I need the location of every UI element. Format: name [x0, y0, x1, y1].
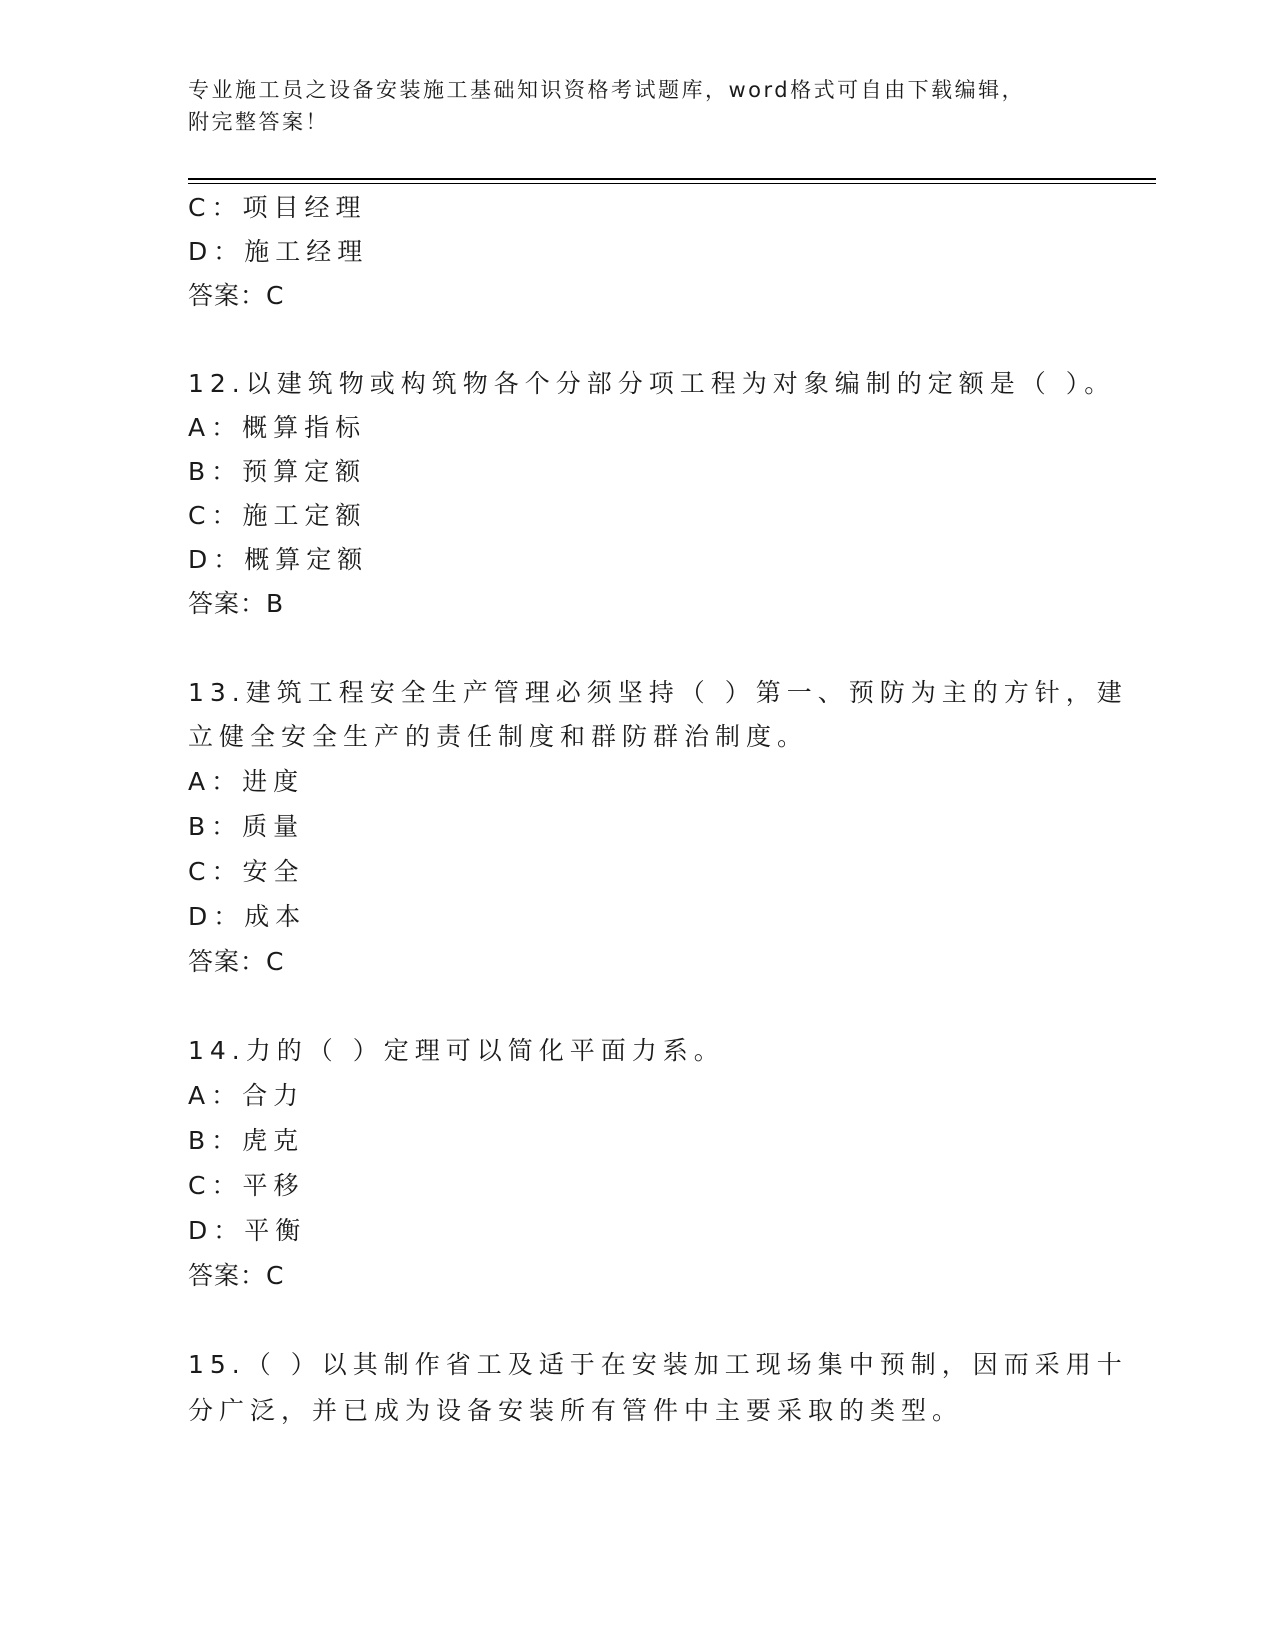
q15-stem-line-1: 15.（ ）以其制作省工及适于在安装加工现场集中预制，因而采用十	[188, 1350, 1128, 1379]
q12-option-c: C：施工定额	[188, 501, 367, 530]
q13-answer: 答案：C	[188, 947, 285, 976]
header-line-1: 专业施工员之设备安装施工基础知识资格考试题库，word格式可自由下载编辑，	[188, 78, 1026, 102]
q13-option-a: A：进度	[188, 767, 305, 796]
header-divider-thin	[188, 183, 1156, 184]
q12-stem: 12.以建筑物或构筑物各个分部分项工程为对象编制的定额是（ ）。	[188, 369, 1116, 398]
q13-option-d: D：成本	[188, 902, 307, 931]
q11-answer: 答案：C	[188, 281, 285, 310]
q11-option-c: C：项目经理	[188, 193, 367, 222]
q14-option-c: C：平移	[188, 1171, 305, 1200]
q13-option-b: B：质量	[188, 812, 305, 841]
q14-option-a: A：合力	[188, 1081, 305, 1110]
q12-option-d: D：概算定额	[188, 545, 369, 574]
q11-option-d: D：施工经理	[188, 237, 369, 266]
q14-option-d: D：平衡	[188, 1216, 307, 1245]
q13-stem-line-1: 13.建筑工程安全生产管理必须坚持（ ）第一、预防为主的方针，建	[188, 678, 1128, 707]
q14-stem: 14.力的（ ）定理可以简化平面力系。	[188, 1036, 725, 1065]
q12-option-a: A：概算指标	[188, 413, 367, 442]
q15-stem-line-2: 分广泛，并已成为设备安装所有管件中主要采取的类型。	[188, 1396, 964, 1425]
q13-stem-line-2: 立健全安全生产的责任制度和群防群治制度。	[188, 722, 809, 751]
q12-answer: 答案：B	[188, 589, 285, 618]
q12-option-b: B：预算定额	[188, 457, 367, 486]
q14-option-b: B：虎克	[188, 1126, 305, 1155]
header-line-2: 附完整答案！	[188, 110, 329, 134]
header-divider-thick	[188, 178, 1156, 180]
q13-option-c: C：安全	[188, 857, 305, 886]
q14-answer: 答案：C	[188, 1261, 285, 1290]
document-header	[188, 74, 1088, 138]
